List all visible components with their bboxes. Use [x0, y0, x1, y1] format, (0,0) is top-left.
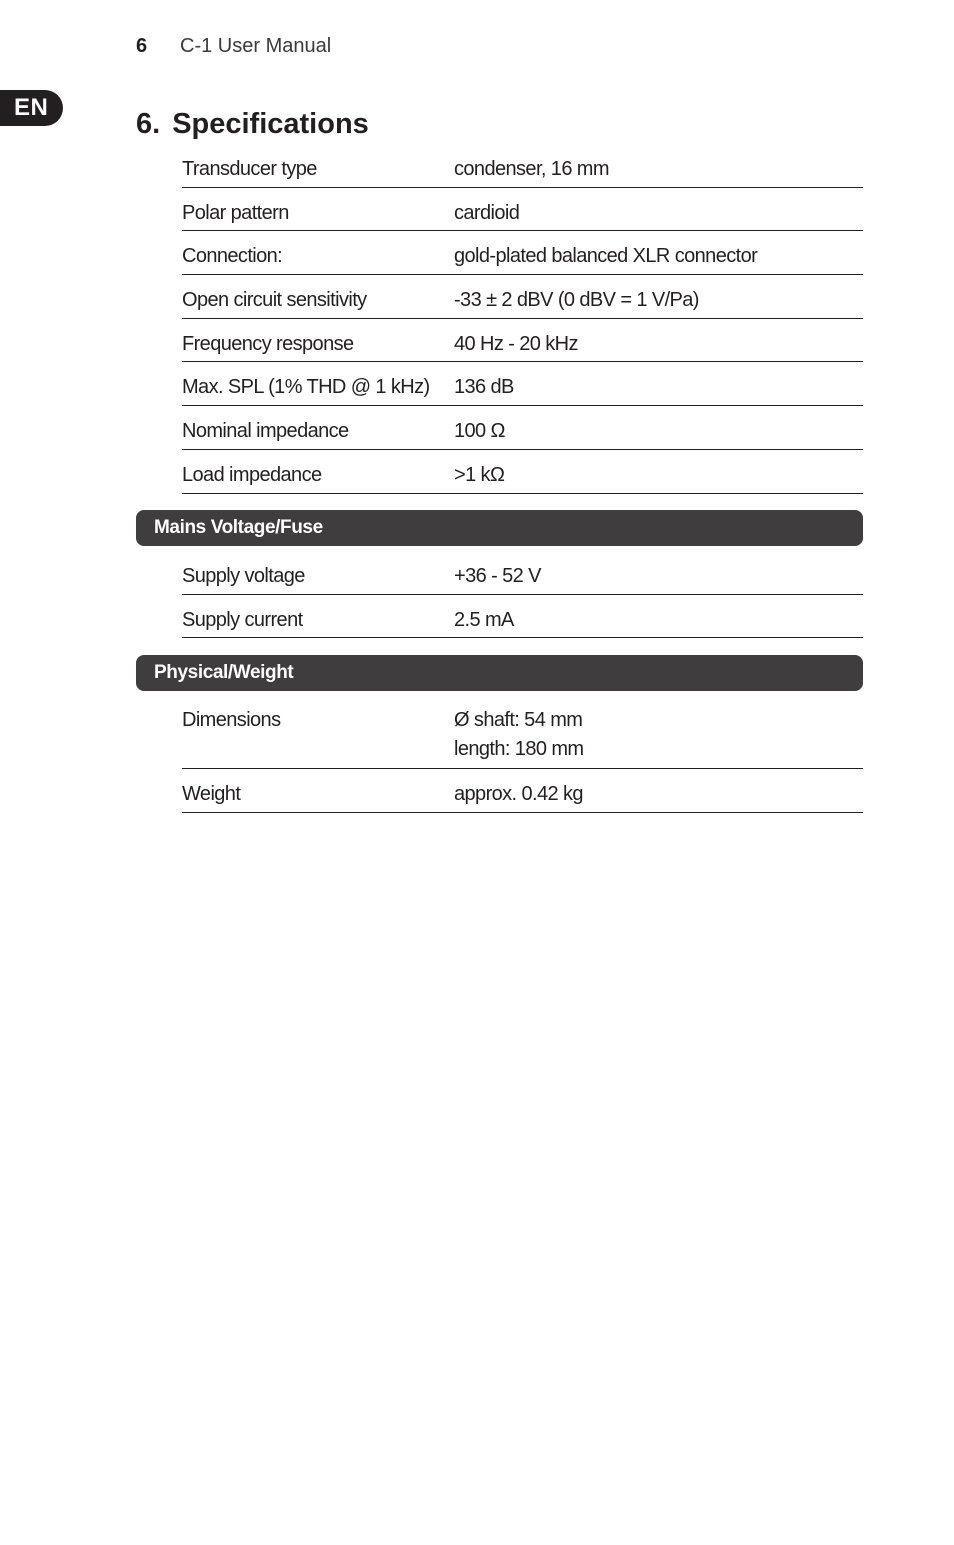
spec-row	[182, 319, 863, 363]
spec-row	[182, 231, 863, 275]
spec-value: +36 - 52 V	[454, 565, 541, 587]
spec-value: condenser, 16 mm	[454, 158, 609, 180]
spec-row	[182, 362, 863, 406]
spec-row	[182, 595, 863, 639]
section-number: 6.	[136, 107, 161, 140]
spec-value: 136 dB	[454, 376, 514, 399]
spec-label: Nominal impedance	[182, 420, 349, 443]
spec-label: Supply voltage	[182, 565, 305, 587]
spec-label: Open circuit sensitivity	[182, 289, 367, 312]
specs-table-main	[182, 144, 863, 494]
spec-value: 40 Hz - 20 kHz	[454, 332, 578, 355]
spec-label: Frequency response	[182, 332, 354, 355]
spec-label: Dimensions	[182, 709, 281, 731]
spec-label: Connection:	[182, 245, 283, 268]
language-tab: EN	[0, 90, 63, 126]
spec-row	[182, 450, 863, 494]
spec-value: cardioid	[454, 201, 520, 224]
spec-label: Polar pattern	[182, 201, 289, 224]
spec-label: Weight	[182, 783, 241, 805]
spec-value: 2.5 mA	[454, 608, 514, 631]
spec-row	[182, 275, 863, 319]
spec-row	[182, 551, 863, 595]
page-number: 6	[136, 34, 148, 57]
spec-row	[182, 188, 863, 232]
spec-label: Supply current	[182, 608, 303, 631]
spec-row	[182, 697, 863, 769]
spec-value: gold-plated balanced XLR connector	[454, 245, 758, 268]
spec-value: approx. 0.42 kg	[454, 783, 583, 805]
spec-label: Max. SPL (1% THD @ 1 kHz)	[182, 376, 430, 399]
spec-value: -33 ± 2 dBV (0 dBV = 1 V/Pa)	[454, 289, 699, 312]
spec-row	[182, 769, 863, 813]
spec-label: Load impedance	[182, 463, 322, 486]
category-bar-physical: Physical/Weight	[136, 655, 863, 691]
spec-row	[182, 144, 863, 188]
section-title	[136, 102, 369, 146]
spec-value: 100 Ω	[454, 420, 505, 443]
spec-value-line: length: 180 mm	[454, 738, 584, 760]
page-header	[136, 32, 331, 60]
spec-value-line: Ø shaft: 54 mm	[454, 709, 583, 731]
spec-row	[182, 406, 863, 450]
spec-label: Transducer type	[182, 158, 317, 180]
spec-value	[454, 706, 863, 764]
section-heading: Specifications	[172, 107, 369, 140]
specs-table-physical	[182, 697, 863, 813]
category-bar-mains: Mains Voltage/Fuse	[136, 510, 863, 546]
document-title: C-1 User Manual	[180, 34, 332, 57]
specs-table-mains	[182, 551, 863, 638]
spec-value: >1 kΩ	[454, 463, 505, 486]
